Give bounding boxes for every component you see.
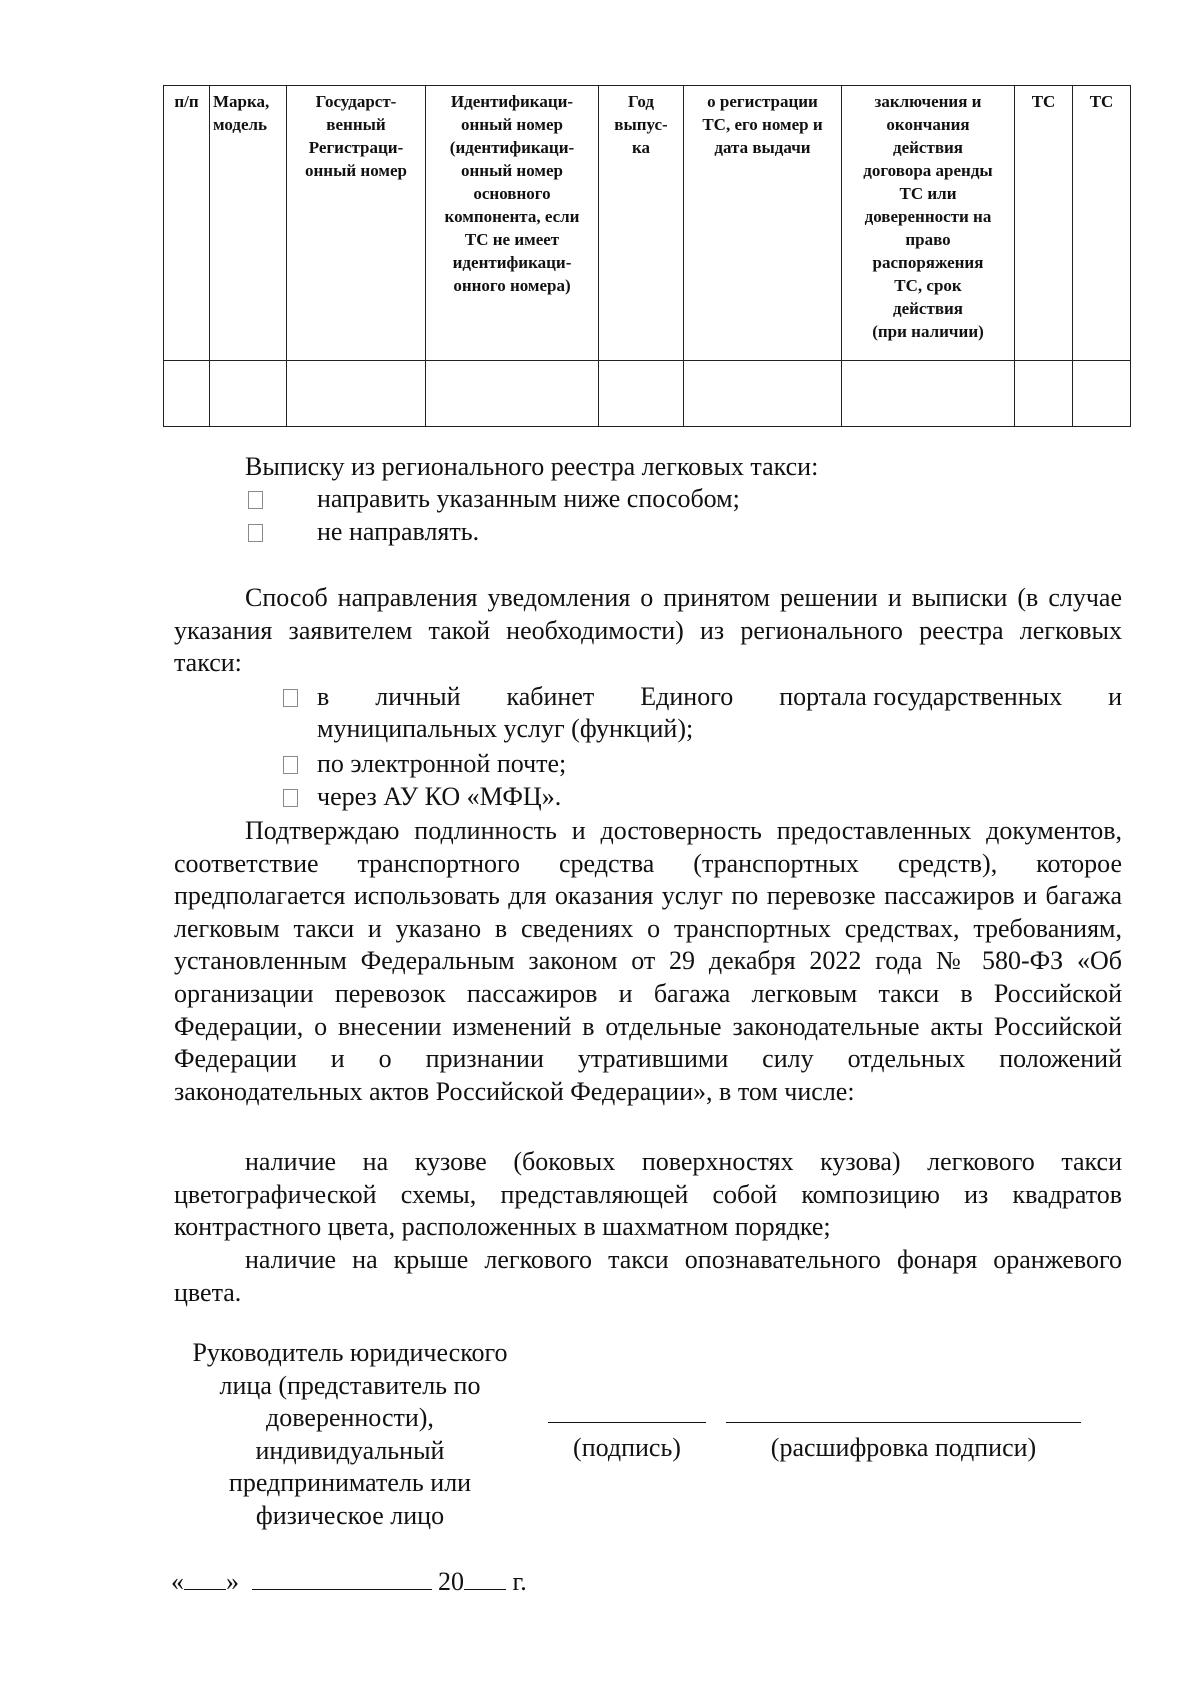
header-cell-ts-1: ТС <box>1015 86 1073 361</box>
method-option-gosuslugi: в личный кабинет Единого портала государственных и <box>317 682 1122 711</box>
table-cell[interactable] <box>426 361 599 427</box>
extract-intro: Выписку из регионального реестра легковых такси: <box>245 452 819 481</box>
header-cell-vin: Идентификаци- онный номер (идентификаци- онный номер основного компонента, если ТС не имеет идентификаци- онного номера) <box>426 86 599 361</box>
checkbox-email[interactable] <box>283 756 298 774</box>
method-option-mfc: через АУ КО «МФЦ». <box>317 782 562 811</box>
date-month-field[interactable] <box>252 1567 432 1590</box>
signer-label: Руководитель юридического лица (представитель по доверенности), индивидуальный предприниматель или физическое лицо <box>192 1338 508 1530</box>
table-cell[interactable] <box>1015 361 1073 427</box>
method-option-email: по электронной почте; <box>317 749 567 778</box>
header-cell-ts-2: ТС <box>1073 86 1131 361</box>
vehicle-table <box>163 85 1131 427</box>
signature-line[interactable] <box>548 1422 706 1423</box>
checkbox-gosuslugi[interactable] <box>283 689 298 707</box>
extract-option-do-not-send: не направлять. <box>317 517 480 546</box>
table-cell[interactable] <box>599 361 684 427</box>
table-row <box>164 361 1131 427</box>
table-cell[interactable] <box>287 361 426 427</box>
checkbox-mfc[interactable] <box>283 789 298 807</box>
confirmation-item-color-scheme: наличие на кузове (боковых поверхностях кузова) легкового такси цветографической схемы, представляющей собой композицию из квадратов контрастного цвета, расположенных в шахматном порядке; <box>174 1147 1122 1242</box>
confirmation-item-roof-lamp: наличие на крыше легкового такси опознавательного фонаря оранжевого цвета. <box>174 1245 1122 1307</box>
extract-option-send: направить указанным ниже способом; <box>317 484 740 513</box>
header-cell-year: Год выпус- ка <box>599 86 684 361</box>
header-cell-number: п/п <box>164 86 210 361</box>
header-cell-lease-terms: заключения и окончания действия договора аренды ТС или доверенности на право распоряжения ТС, срок действия (при наличии) <box>842 86 1015 361</box>
date-year-field[interactable] <box>464 1567 506 1590</box>
confirmation-paragraph: Подтверждаю подлинность и достоверность предоставленных документов, соответствие транспортного средства (транспортных средств), которое предполагается использовать для оказания услуг по перевозке пассажиров и багажа легковым такси и указано в сведениях о транспортных средствах, требованиям, установленным Федеральным законом от 29 декабря 2022 года № 580-ФЗ «Об организации перевозок пассажиров и багажа легковым такси в Российской Федерации, о внесении изменений в отдельные законодательные акты Российской Федерации и о признании утратившими силу отдельных положений законодательных актов Российской Федерации», в том числе: <box>174 816 1122 1106</box>
table-cell[interactable] <box>1073 361 1131 427</box>
header-cell-registration-number: Государст- венный Регистраци- онный номер <box>287 86 426 361</box>
date-line: « » 20 г. <box>171 1567 527 1596</box>
header-cell-registration-document: о регистрации ТС, его номер и дата выдачи <box>684 86 842 361</box>
header-cell-brand-model: Марка, модель <box>210 86 287 361</box>
table-cell[interactable] <box>842 361 1015 427</box>
date-day-field[interactable] <box>184 1567 226 1590</box>
table-cell[interactable] <box>210 361 287 427</box>
checkbox-send-extract[interactable] <box>248 491 263 509</box>
method-paragraph: Способ направления уведомления о принятом решении и выписки (в случае указания заявителем такой необходимости) из регионального реестра легковых такси: <box>174 583 1122 678</box>
table-cell[interactable] <box>684 361 842 427</box>
checkbox-do-not-send[interactable] <box>248 524 263 542</box>
signature-decode-caption: (расшифровка подписи) <box>770 1433 1037 1462</box>
table-cell[interactable] <box>164 361 210 427</box>
table-header-row <box>164 86 1131 361</box>
signature-decode-line[interactable] <box>726 1422 1081 1423</box>
signature-caption: (подпись) <box>573 1433 681 1462</box>
method-option-gosuslugi-cont: муниципальных услуг (функций); <box>317 714 694 743</box>
